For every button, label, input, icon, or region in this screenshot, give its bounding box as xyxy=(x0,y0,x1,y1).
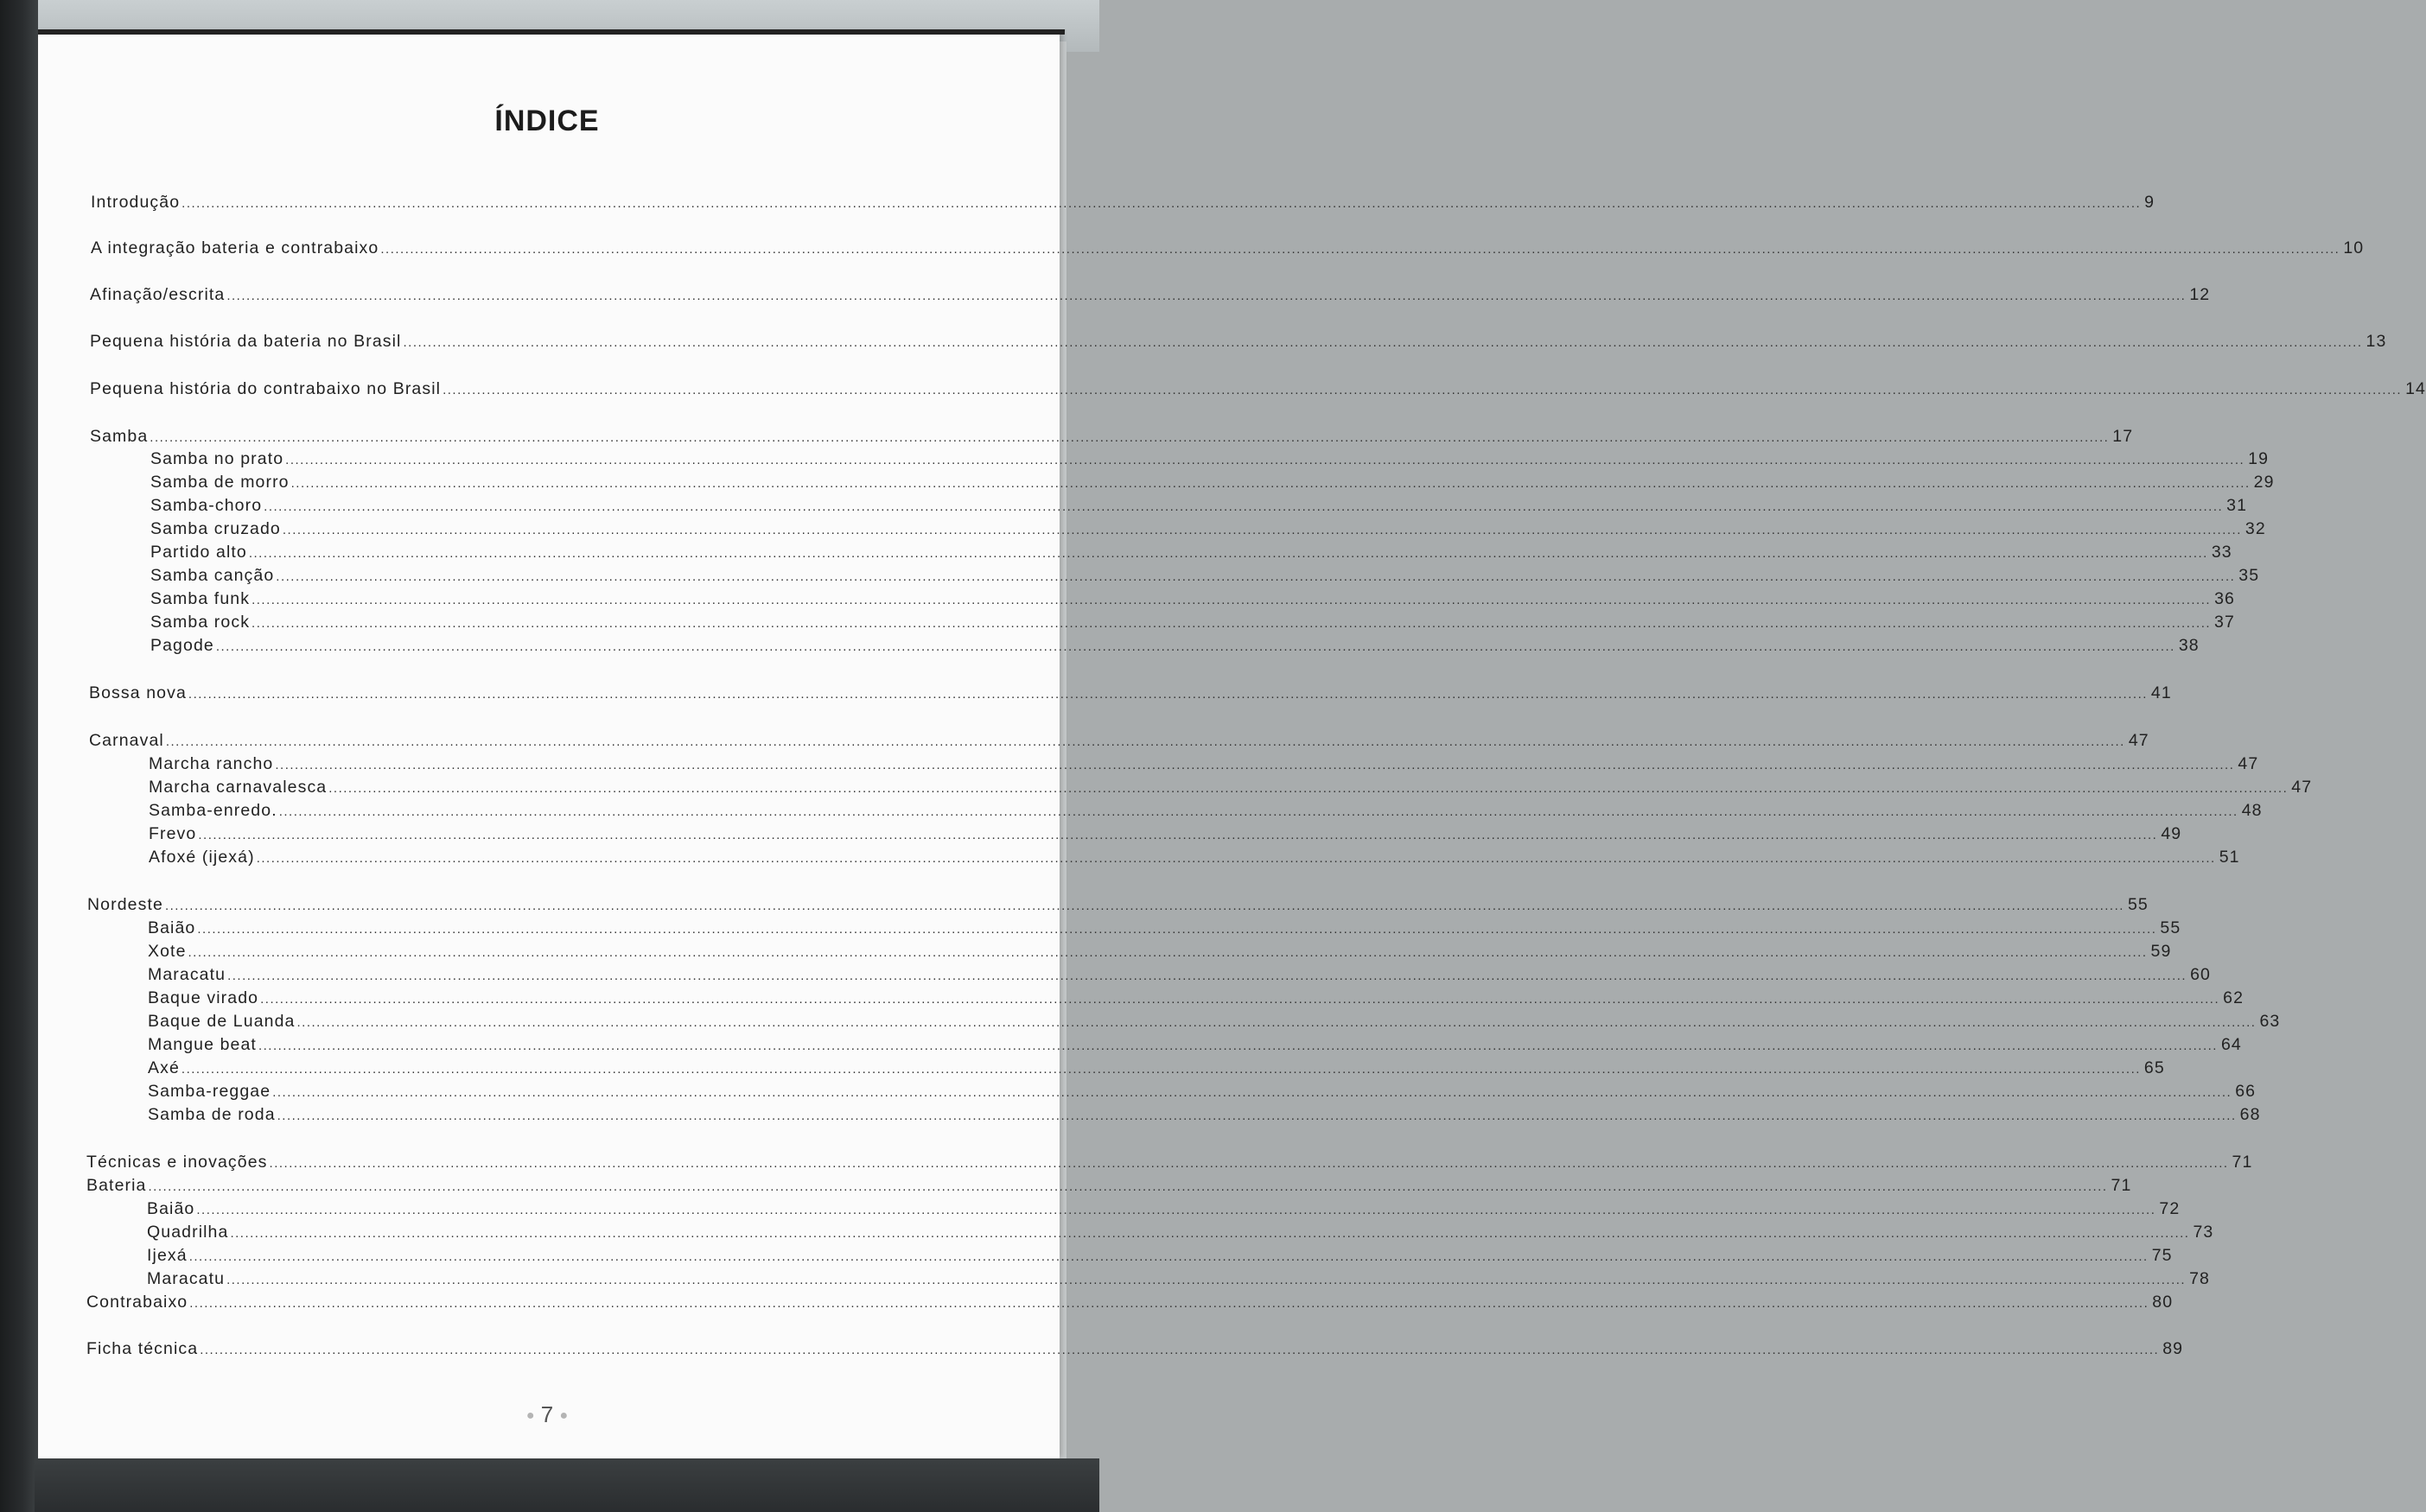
toc-entry-title: Afinação/escrita xyxy=(90,285,226,304)
toc-entry-title: A integração bateria e contrabaixo xyxy=(91,238,379,257)
toc-entry xyxy=(148,1010,2281,1032)
toc-dot-leader: ................................................................................................................................................................................................................................................................................................................................................................................................................ xyxy=(272,1085,2232,1100)
toc-dot-leader: ................................................................................................................................................................................................................................................................................................................................................................................................................ xyxy=(226,289,2187,303)
toc-dot-leader: ................................................................................................................................................................................................................................................................................................................................................................................................................ xyxy=(282,523,2242,537)
toc-entry xyxy=(89,682,2172,704)
folio-dot-right: ● xyxy=(559,1408,569,1424)
toc-entry-title: Quadrilha xyxy=(147,1223,229,1242)
toc-entry-page-number: 64 xyxy=(2220,1035,2242,1054)
toc-entry xyxy=(91,191,2155,213)
toc-entry-title: Samba funk xyxy=(150,589,251,608)
toc-entry-page-number: 63 xyxy=(2259,1012,2281,1031)
toc-entry-title: Pequena história do contrabaixo no Brasil xyxy=(90,379,442,398)
toc-dot-leader: ................................................................................................................................................................................................................................................................................................................................................................................................................ xyxy=(258,1039,2218,1053)
toc-entry-page-number: 75 xyxy=(2151,1246,2173,1265)
toc-entry-title: Axé xyxy=(148,1058,180,1077)
toc-entry-title: Marcha carnavalesca xyxy=(149,778,328,797)
toc-dot-leader: ................................................................................................................................................................................................................................................................................................................................................................................................................ xyxy=(181,196,2142,211)
toc-entry xyxy=(150,448,2270,470)
toc-entry xyxy=(147,1244,2173,1267)
toc-dot-leader: ................................................................................................................................................................................................................................................................................................................................................................................................................ xyxy=(230,1226,2190,1241)
toc-dot-leader: ................................................................................................................................................................................................................................................................................................................................................................................................................ xyxy=(296,1015,2257,1030)
toc-entry-title: Marcha rancho xyxy=(149,754,274,773)
toc-entry xyxy=(148,963,2211,986)
toc-dot-leader: ................................................................................................................................................................................................................................................................................................................................................................................................................ xyxy=(256,851,2216,866)
toc-entry xyxy=(87,893,2149,916)
toc-entry-page-number: 55 xyxy=(2127,895,2149,914)
toc-entry xyxy=(148,1080,2257,1102)
toc-entry-title: Samba cruzado xyxy=(150,519,281,538)
toc-entry-title: Baião xyxy=(147,1199,195,1218)
toc-dot-leader: ................................................................................................................................................................................................................................................................................................................................................................................................................ xyxy=(198,828,2158,842)
toc-entry xyxy=(90,283,2211,306)
toc-entry-title: Técnicas e inovações xyxy=(86,1153,268,1172)
toc-dot-leader: ................................................................................................................................................................................................................................................................................................................................................................................................................ xyxy=(188,945,2148,960)
toc-dot-leader: ................................................................................................................................................................................................................................................................................................................................................................................................................ xyxy=(165,734,2125,749)
toc-dot-leader: ................................................................................................................................................................................................................................................................................................................................................................................................................ xyxy=(276,569,2236,584)
toc-entry-page-number: 35 xyxy=(2238,566,2260,585)
toc-entry-title: Ijexá xyxy=(147,1246,188,1265)
toc-dot-leader: ................................................................................................................................................................................................................................................................................................................................................................................................................ xyxy=(443,383,2403,397)
toc-entry-title: Ficha técnica xyxy=(86,1339,199,1358)
toc-entry-title: Samba-enredo. xyxy=(149,801,277,820)
toc-entry-page-number: 13 xyxy=(2366,332,2387,351)
toc-entry xyxy=(147,1198,2181,1220)
toc-entry-title: Xote xyxy=(148,942,187,961)
toc-entry-title: Samba rock xyxy=(150,613,251,632)
toc-entry-page-number: 62 xyxy=(2223,988,2245,1007)
toc-entry-page-number: 66 xyxy=(2235,1082,2257,1101)
toc-entry-page-number: 60 xyxy=(2190,965,2211,984)
toc-entry xyxy=(150,588,2235,610)
toc-entry-page-number: 37 xyxy=(2214,613,2235,632)
toc-entry xyxy=(149,776,2313,798)
toc-entry-title: Partido alto xyxy=(150,543,247,562)
toc-entry-page-number: 78 xyxy=(2189,1269,2210,1288)
toc-entry xyxy=(86,1151,2253,1173)
toc-entry-title: Baque de Luanda xyxy=(148,1012,296,1031)
toc-entry-page-number: 73 xyxy=(2193,1223,2214,1242)
toc-entry xyxy=(148,1103,2261,1126)
toc-entry xyxy=(86,1174,2132,1197)
toc-entry xyxy=(149,753,2259,775)
toc-entry xyxy=(148,987,2245,1009)
toc-entry-title: Maracatu xyxy=(147,1269,226,1288)
toc-dot-leader: ................................................................................................................................................................................................................................................................................................................................................................................................................ xyxy=(215,639,2175,654)
toc-entry-page-number: 32 xyxy=(2245,519,2266,538)
page-number-footer xyxy=(35,1401,1060,1428)
toc-entry-page-number: 89 xyxy=(2162,1339,2184,1358)
toc-entry xyxy=(150,634,2200,657)
toc-entry-page-number: 71 xyxy=(2232,1153,2253,1172)
folio-dot-left: ● xyxy=(525,1408,535,1424)
toc-dot-leader: ................................................................................................................................................................................................................................................................................................................................................................................................................ xyxy=(403,335,2363,350)
toc-dot-leader: ................................................................................................................................................................................................................................................................................................................................................................................................................ xyxy=(197,922,2157,937)
toc-entry-page-number: 19 xyxy=(2248,449,2270,468)
toc-dot-leader: ................................................................................................................................................................................................................................................................................................................................................................................................................ xyxy=(252,593,2212,607)
toc-entry xyxy=(86,1291,2174,1313)
toc-entry-page-number: 65 xyxy=(2143,1058,2165,1077)
toc-entry xyxy=(150,541,2232,563)
toc-dot-leader: ................................................................................................................................................................................................................................................................................................................................................................................................................ xyxy=(188,687,2148,702)
toc-entry-page-number: 10 xyxy=(2343,238,2365,257)
toc-dot-leader: ................................................................................................................................................................................................................................................................................................................................................................................................................ xyxy=(164,899,2124,913)
toc-entry-page-number: 72 xyxy=(2159,1199,2181,1218)
toc-entry-page-number: 38 xyxy=(2178,636,2200,655)
toc-entry-page-number: 55 xyxy=(2160,918,2181,937)
toc-dot-leader: ................................................................................................................................................................................................................................................................................................................................................................................................................ xyxy=(328,781,2289,796)
toc-entry-page-number: 48 xyxy=(2241,801,2263,820)
toc-dot-leader: ................................................................................................................................................................................................................................................................................................................................................................................................................ xyxy=(189,1296,2149,1311)
toc-entry-title: Mangue beat xyxy=(148,1035,257,1054)
toc-entry-title: Samba-choro xyxy=(150,496,263,515)
toc-entry-title: Baque virado xyxy=(148,988,259,1007)
toc-dot-leader: ................................................................................................................................................................................................................................................................................................................................................................................................................ xyxy=(269,1156,2229,1171)
toc-entry-page-number: 47 xyxy=(2291,778,2313,797)
toc-entry-title: Nordeste xyxy=(87,895,163,914)
toc-entry-page-number: 51 xyxy=(2219,848,2240,867)
toc-entry-title: Samba canção xyxy=(150,566,275,585)
toc-entry-title: Baião xyxy=(148,918,196,937)
toc-entry-title: Samba de roda xyxy=(148,1105,276,1124)
toc-entry-page-number: 71 xyxy=(2111,1176,2132,1195)
toc-entry xyxy=(89,729,2149,752)
toc-dot-leader: ................................................................................................................................................................................................................................................................................................................................................................................................................ xyxy=(275,758,2235,772)
toc-dot-leader: ................................................................................................................................................................................................................................................................................................................................................................................................................ xyxy=(150,430,2110,445)
toc-entry xyxy=(148,1033,2242,1056)
toc-entry xyxy=(90,330,2387,353)
toc-entry-page-number: 14 xyxy=(2405,379,2426,398)
toc-entry-title: Pagode xyxy=(150,636,214,655)
toc-dot-leader: ................................................................................................................................................................................................................................................................................................................................................................................................................ xyxy=(380,242,2340,257)
toc-dot-leader: ................................................................................................................................................................................................................................................................................................................................................................................................................ xyxy=(260,992,2220,1007)
toc-entry xyxy=(91,237,2365,259)
toc-entry xyxy=(148,1057,2165,1079)
toc-entry xyxy=(148,917,2181,939)
toc-entry-title: Bateria xyxy=(86,1176,147,1195)
toc-entry xyxy=(150,611,2235,633)
toc-entry-title: Bossa nova xyxy=(89,683,187,702)
toc-entry-title: Introdução xyxy=(91,193,181,212)
toc-entry-page-number: 29 xyxy=(2253,473,2275,492)
toc-entry-title: Pequena história da bateria no Brasil xyxy=(90,332,402,351)
toc-entry-page-number: 49 xyxy=(2161,824,2182,843)
page-title: ÍNDICE xyxy=(494,105,600,137)
toc-entry-page-number: 47 xyxy=(2238,754,2259,773)
toc-entry-page-number: 12 xyxy=(2189,285,2211,304)
toc-entry xyxy=(147,1221,2214,1243)
toc-entry-page-number: 9 xyxy=(2144,193,2155,212)
toc-entry-title: Samba-reggae xyxy=(148,1082,271,1101)
toc-entry xyxy=(148,940,2172,962)
toc-entry-page-number: 31 xyxy=(2226,496,2248,515)
toc-entry-page-number: 36 xyxy=(2214,589,2235,608)
toc-entry-page-number: 41 xyxy=(2150,683,2172,702)
toc-entry-page-number: 47 xyxy=(2128,731,2149,750)
toc-entry-title: Samba de morro xyxy=(150,473,290,492)
toc-entry xyxy=(90,425,2134,448)
toc-dot-leader: ................................................................................................................................................................................................................................................................................................................................................................................................................ xyxy=(181,1062,2141,1077)
toc-dot-leader: ................................................................................................................................................................................................................................................................................................................................................................................................................ xyxy=(188,1249,2149,1264)
toc-entry xyxy=(86,1337,2184,1360)
toc-dot-leader: ................................................................................................................................................................................................................................................................................................................................................................................................................ xyxy=(200,1343,2160,1357)
toc-dot-leader: ................................................................................................................................................................................................................................................................................................................................................................................................................ xyxy=(264,499,2224,514)
toc-dot-leader: ................................................................................................................................................................................................................................................................................................................................................................................................................ xyxy=(248,546,2208,561)
toc-entry-page-number: 59 xyxy=(2150,942,2172,961)
toc-entry xyxy=(149,846,2240,868)
toc-dot-leader: ................................................................................................................................................................................................................................................................................................................................................................................................................ xyxy=(277,1109,2237,1123)
folio-number: 7 xyxy=(540,1401,554,1427)
toc-dot-leader: ................................................................................................................................................................................................................................................................................................................................................................................................................ xyxy=(285,453,2245,467)
toc-dot-leader: ................................................................................................................................................................................................................................................................................................................................................................................................................ xyxy=(196,1203,2156,1217)
toc-entry-title: Contrabaixo xyxy=(86,1293,188,1312)
toc-entry xyxy=(149,799,2263,822)
toc-entry xyxy=(149,823,2182,845)
toc-entry-title: Maracatu xyxy=(148,965,226,984)
toc-dot-leader: ................................................................................................................................................................................................................................................................................................................................................................................................................ xyxy=(148,1179,2108,1194)
toc-entry xyxy=(90,378,2426,400)
toc-entry xyxy=(150,494,2248,517)
toc-entry xyxy=(147,1267,2210,1290)
toc-entry-title: Samba xyxy=(90,427,149,446)
toc-entry-page-number: 33 xyxy=(2211,543,2232,562)
toc-entry-title: Carnaval xyxy=(89,731,164,750)
toc-entry-title: Afoxé (ijexá) xyxy=(149,848,255,867)
toc-entry-title: Frevo xyxy=(149,824,197,843)
toc-dot-leader: ................................................................................................................................................................................................................................................................................................................................................................................................................ xyxy=(278,804,2238,819)
toc-dot-leader: ................................................................................................................................................................................................................................................................................................................................................................................................................ xyxy=(227,969,2187,983)
toc-dot-leader: ................................................................................................................................................................................................................................................................................................................................................................................................................ xyxy=(226,1273,2187,1287)
toc-dot-leader: ................................................................................................................................................................................................................................................................................................................................................................................................................ xyxy=(252,616,2212,631)
toc-entry-page-number: 68 xyxy=(2239,1105,2261,1124)
toc-entry xyxy=(150,471,2275,493)
toc-entry-page-number: 80 xyxy=(2152,1293,2174,1312)
toc-entry-title: Samba no prato xyxy=(150,449,284,468)
toc-dot-leader: ................................................................................................................................................................................................................................................................................................................................................................................................................ xyxy=(290,476,2251,491)
toc-entry xyxy=(150,564,2260,587)
toc-entry xyxy=(150,518,2266,540)
toc-entry-page-number: 17 xyxy=(2112,427,2134,446)
